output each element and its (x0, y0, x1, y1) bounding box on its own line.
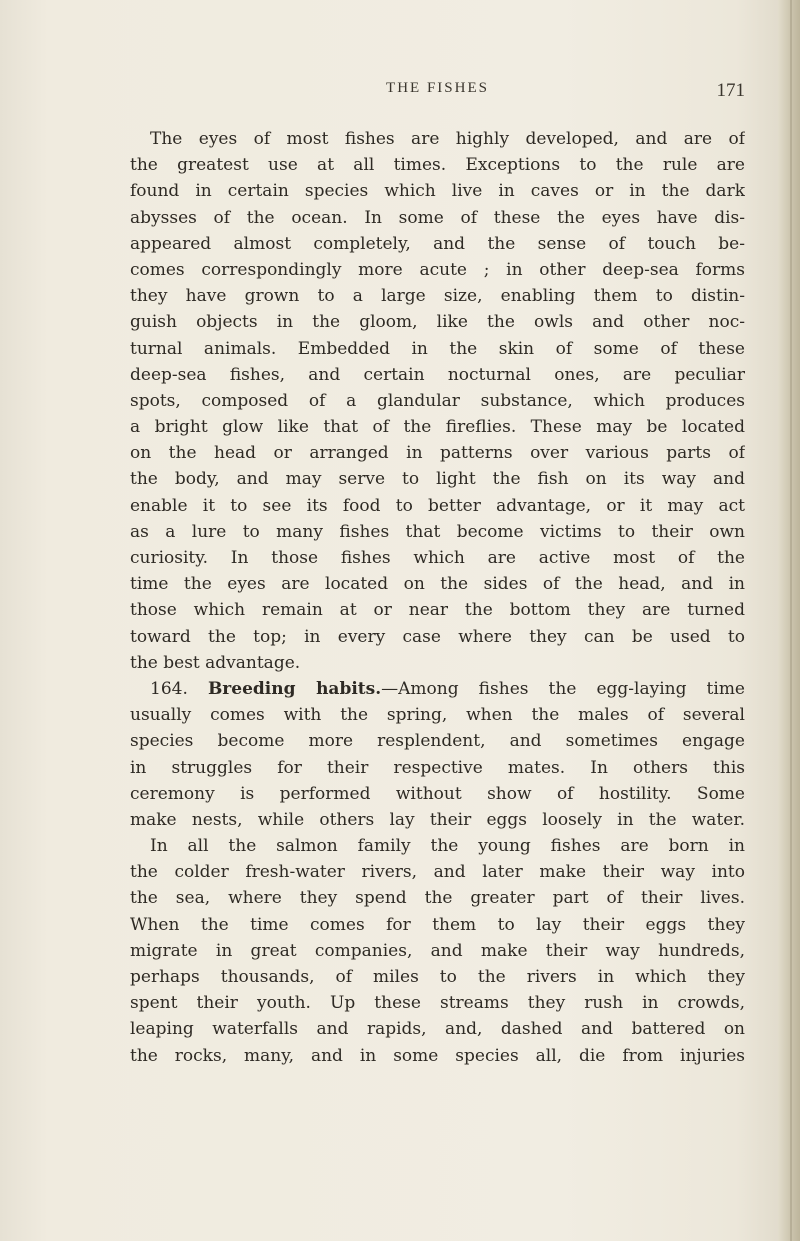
text-line: the rocks, many, and in some species all, die from injuries (130, 1045, 745, 1066)
text-line: in struggles for their respective mates. In others this (130, 757, 745, 778)
text-line: usually comes with the spring, when the males of several (130, 705, 745, 726)
text-line: enable it to see its food to better advantage, or it may act (130, 495, 745, 516)
text-line: appeared almost completely, and the sense of touch be- (130, 233, 745, 254)
text-line: perhaps thousands, of miles to the rivers in which they (130, 967, 745, 987)
text-line: the body, and may serve to light the fish on its way and (130, 469, 745, 490)
text-line: the sea, where they spend the greater part of their lives. (130, 888, 745, 909)
spine-edge-line (790, 0, 792, 1241)
text-line: found in certain species which live in caves or in the dark (130, 181, 745, 202)
book-spine-shadow (778, 0, 800, 1241)
section-heading-line (130, 676, 745, 702)
section-first-line-text: —Among fishes the egg-laying time (381, 678, 745, 699)
text-line: spent their youth. Up these streams they rush in crowds, (130, 993, 745, 1014)
text-line: they have grown to a large size, enabling them to distin- (130, 286, 745, 307)
section-number: 164. (150, 678, 188, 699)
text-line: time the eyes are located on the sides of the head, and in (130, 574, 745, 595)
section-heading: Breeding habits. (207, 678, 382, 699)
text-line: species become more resplendent, and sometimes engage (130, 731, 745, 752)
page-number: 171 (716, 80, 745, 101)
running-head: THE FISHES (386, 80, 489, 96)
text-line: deep-sea fishes, and certain nocturnal ones, are peculiar (130, 364, 745, 385)
text-line: those which remain at or near the bottom they are turned (130, 600, 745, 621)
text-line: In all the salmon family the young fishes are born in (150, 836, 745, 857)
text-line: the colder fresh-water rivers, and later make their way into (130, 862, 745, 883)
text-line: abysses of the ocean. In some of these the eyes have dis- (130, 207, 745, 228)
text-line: ceremony is performed without show of hostility. Some (130, 783, 745, 804)
page-header (130, 80, 745, 104)
text-line: migrate in great companies, and make their way hundreds, (130, 940, 745, 961)
text-line: turnal animals. Embedded in the skin of some of these (130, 338, 745, 359)
text-line: as a lure to many fishes that become victims to their own (130, 521, 745, 542)
text-line: make nests, while others lay their eggs loosely in the water. (130, 809, 745, 830)
text-line: the best advantage. (130, 652, 301, 673)
text-line: a bright glow like that of the fireflies. These may be located (130, 417, 745, 438)
text-line: on the head or arranged in patterns over various parts of (130, 443, 745, 464)
text-line: The eyes of most fishes are highly developed, and are of (150, 129, 745, 149)
text-line: comes correspondingly more acute ; in other deep-sea forms (130, 259, 745, 280)
text-line: When the time comes for them to lay their eggs they (130, 914, 745, 935)
text-line: toward the top; in every case where they can be used to (130, 626, 745, 647)
text-line: leaping waterfalls and rapids, and, dashed and battered on (130, 1019, 745, 1040)
text-line: curiosity. In those fishes which are active most of the (130, 548, 745, 568)
text-line: spots, composed of a glandular substance, which produces (130, 390, 745, 411)
body-text (130, 126, 745, 1069)
text-line: the greatest use at all times. Exceptions to the rule are (130, 155, 745, 176)
text-line: guish objects in the gloom, like the owls and other noc- (130, 312, 745, 333)
